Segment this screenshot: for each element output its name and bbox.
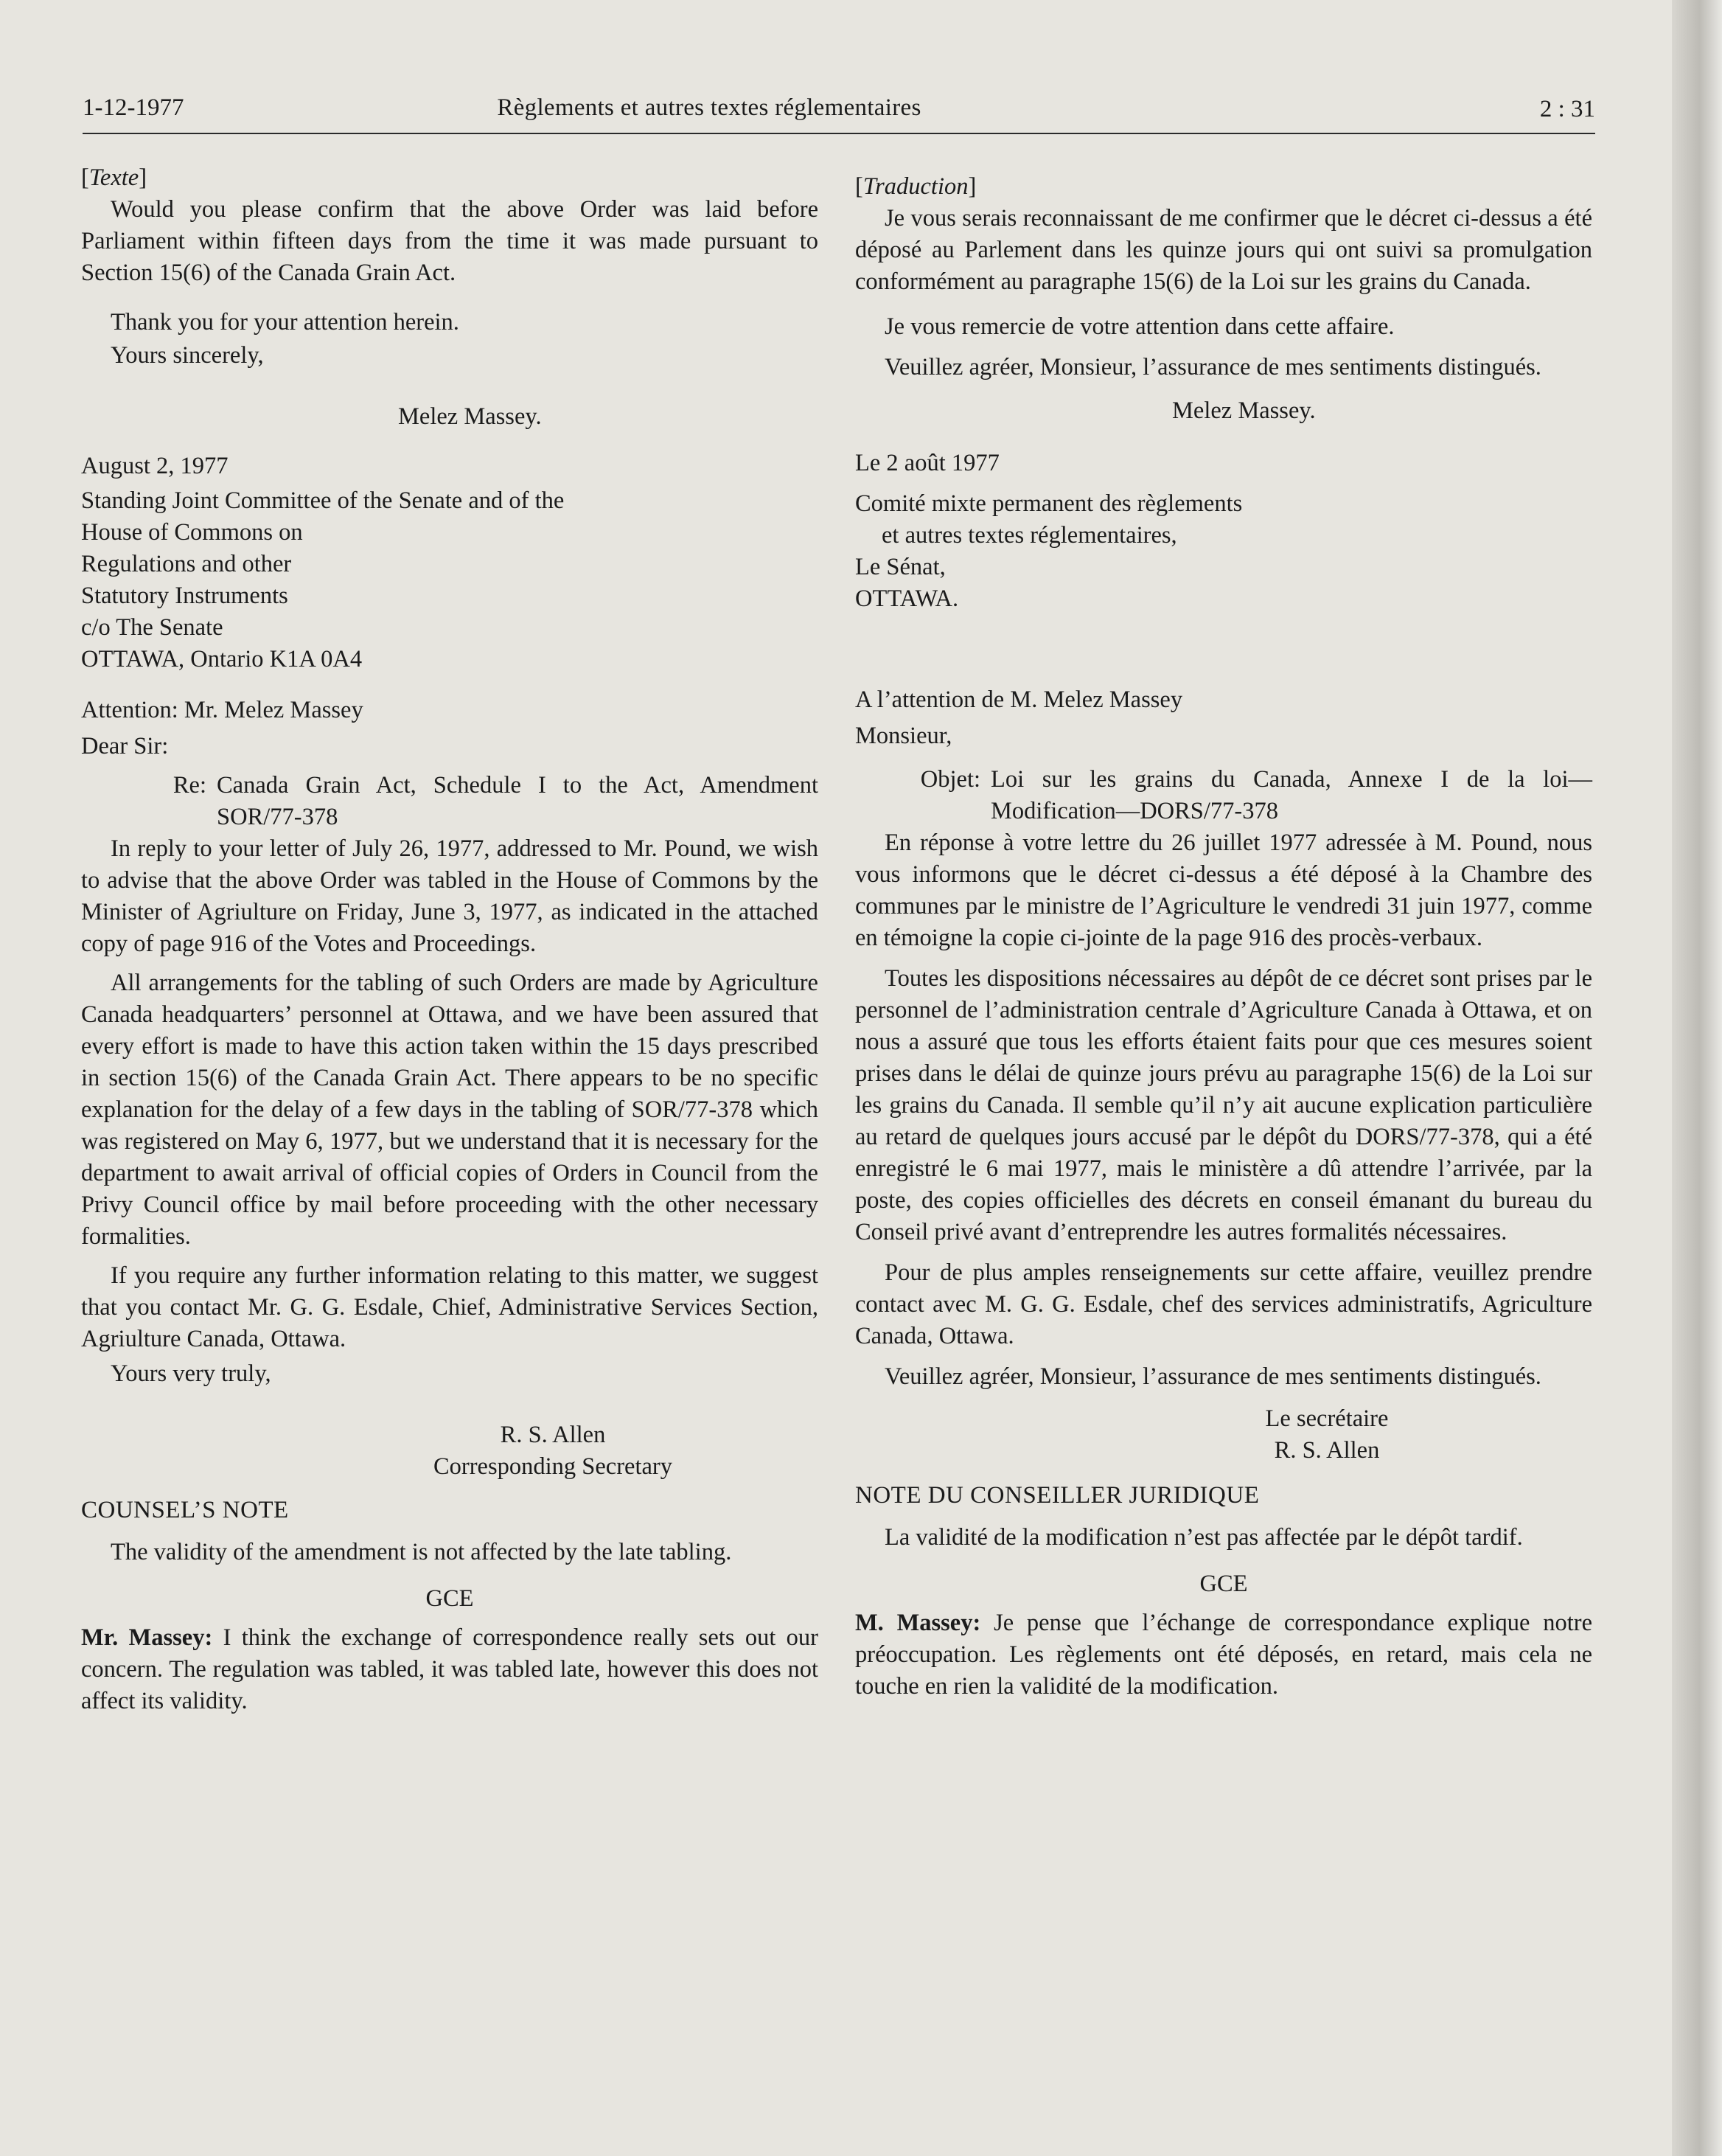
subject-value: Canada Grain Act, Schedule I to the Act, Amendment SOR/77-378: [217, 772, 818, 830]
address-line: OTTAWA, Ontario K1A 0A4: [81, 646, 363, 672]
header-date: 1-12-1977: [83, 94, 184, 121]
counsel-heading: NOTE DU CONSEILLER JURIDIQUE: [855, 1482, 1260, 1509]
counsel-note: The validity of the amendment is not affected by the late tabling.: [111, 1539, 732, 1565]
paragraph: Pour de plus amples renseignements sur cette affaire, veuillez prendre contact avec M. G. G. Esdale, chef des services administratifs, Agriculture Canada, Ottawa.: [855, 1259, 1592, 1349]
signature-name: R. S. Allen: [1274, 1437, 1380, 1464]
paragraph: In reply to your letter of July 26, 1977, addressed to Mr. Pound, we wish to advise that the above Order was tabled in the House of Commons by the Minister of Agriulture on Friday, June 3, 1977, as indicated in the attached copy of page 916 of the Votes and Proceedings.: [81, 835, 818, 957]
subject-line: [81, 770, 818, 833]
page-header: [83, 94, 1595, 134]
section-label: [Traduction]: [855, 173, 977, 200]
address-block: [855, 488, 1592, 615]
address-line: Standing Joint Committee of the Senate and of the: [81, 487, 565, 514]
paragraph: En réponse à votre lettre du 26 juillet 1977 adressée à M. Pound, nous vous informons que le décret ci-dessus a été déposé à la Chambre des communes par le ministre de l’Agriculture le vendredi 31 juin 1977, comme en témoigne la copie ci-jointe de la page 916 des procès-verbaux.: [855, 830, 1592, 951]
address-line: Comité mixte permanent des règlements: [855, 490, 1243, 517]
section-label: [Texte]: [81, 164, 147, 191]
french-column: [855, 171, 1592, 1703]
attention-line: A l’attention de M. Melez Massey: [855, 686, 1183, 713]
paragraph: Je vous remercie de votre attention dans cette affaire.: [885, 313, 1395, 340]
page-number: 2 : 31: [1539, 96, 1595, 122]
paragraph: If you require any further information relating to this matter, we suggest that you contact Mr. G. G. Esdale, Chief, Administrative Services Section, Agriulture Canada, Ottawa.: [81, 1262, 818, 1352]
signature: Melez Massey.: [398, 403, 542, 430]
counsel-heading: COUNSEL’S NOTE: [81, 1497, 289, 1523]
address-block: [81, 485, 818, 675]
address-line: OTTAWA.: [855, 585, 959, 612]
paragraph: All arrangements for the tabling of such Orders are made by Agriculture Canada headquarters’ personnel at Ottawa, and we have been assured that every effort is made to have this action taken within the 15 days prescribed in section 15(6) of the Canada Grain Act. There appears to be no specific explanation for the delay of a few days in the tabling of SOR/77-378 which was registered on May 6, 1977, but we understand that it is necessary for the department to await arrival of official copies of Orders in Council from the Privy Council office by mail before proceeding with the other necessary formalities.: [81, 970, 818, 1250]
closing: Yours sincerely,: [111, 342, 264, 369]
counsel-initials: GCE: [425, 1585, 474, 1612]
signature: Melez Massey.: [1172, 397, 1316, 424]
signature-title: Le secrétaire: [1265, 1405, 1389, 1432]
subject-value: Loi sur les grains du Canada, Annexe I de la loi—Modification—DORS/77-378: [991, 766, 1592, 824]
header-title: Règlements et autres textes réglementaires: [497, 94, 921, 121]
signature-title: Corresponding Secretary: [433, 1453, 672, 1480]
subject-key: Objet:: [920, 766, 980, 793]
address-line: Statutory Instruments: [81, 583, 288, 609]
letter-date: Le 2 août 1977: [855, 450, 1000, 476]
paragraph: Je vous serais reconnaissant de me confirmer que le décret ci-dessus a été déposé au Parlement dans les quinze jours qui ont suivi sa promulgation conformément au paragraphe 15(6) de la Loi sur les grains du Canada.: [855, 205, 1592, 295]
paragraph: Would you please confirm that the above Order was laid before Parliament within fifteen days from the time it was made pursuant to Section 15(6) of the Canada Grain Act.: [81, 196, 818, 286]
speaker-label: Mr. Massey:: [81, 1624, 213, 1651]
attention-line: Attention: Mr. Melez Massey: [81, 697, 363, 723]
counsel-initials: GCE: [1199, 1571, 1248, 1597]
address-line: House of Commons on: [81, 519, 303, 546]
closing: Yours very truly,: [111, 1360, 271, 1387]
salutation: Monsieur,: [855, 723, 952, 749]
paragraph: Toutes les dispositions nécessaires au dépôt de ce décret sont prises par le personnel de l’administration centrale d’Agriculture Canada à Ottawa, et on nous a assuré que tous les efforts étaient faits pour que ces mesures soient prises dans le délai de quinze jours prévu au paragraphe 15(6) de la Loi sur les grains du Canada. Il semble qu’il n’y ait aucune explication particulière au retard de quelques jours accusé par le dépôt du DORS/77-378, qui a été enregistré le 6 mai 1977, mais le ministère a dû attendre l’arrivée, par la poste, des copies officielles des décrets en conseil émanant du bureau du Conseil privé avant d’entreprendre les autres formalités nécessaires.: [855, 965, 1592, 1245]
speaker-label: M. Massey:: [855, 1610, 981, 1636]
salutation: Dear Sir:: [81, 733, 169, 759]
address-line: et autres textes réglementaires,: [882, 522, 1177, 549]
signature-name: R. S. Allen: [500, 1422, 606, 1448]
massey-statement: [81, 1622, 818, 1717]
statement-text: Je pense que l’échange de correspondance explique notre préoccupation. Les règlements ont été déposés, en retard, mais cela ne touche en rien la validité de la modification.: [855, 1610, 1592, 1700]
subject-line: [855, 764, 1592, 827]
english-column: [81, 162, 818, 1717]
address-line: Regulations and other: [81, 551, 292, 577]
address-line: Le Sénat,: [855, 554, 946, 580]
letter-date: August 2, 1977: [81, 453, 229, 479]
subject-key: Re:: [172, 772, 206, 799]
statement-text: I think the exchange of correspondence really sets out our concern. The regulation was tabled, it was tabled late, however this does not affect its validity.: [81, 1624, 818, 1714]
address-line: c/o The Senate: [81, 614, 223, 641]
closing: Veuillez agréer, Monsieur, l’assurance de mes sentiments distingués.: [885, 354, 1541, 380]
paragraph: Thank you for your attention herein.: [111, 309, 459, 335]
closing: Veuillez agréer, Monsieur, l’assurance de mes sentiments distingués.: [885, 1363, 1541, 1390]
massey-statement: [855, 1607, 1592, 1703]
counsel-note: La validité de la modification n’est pas affectée par le dépôt tardif.: [885, 1524, 1523, 1551]
page-edge: [1672, 0, 1722, 2156]
